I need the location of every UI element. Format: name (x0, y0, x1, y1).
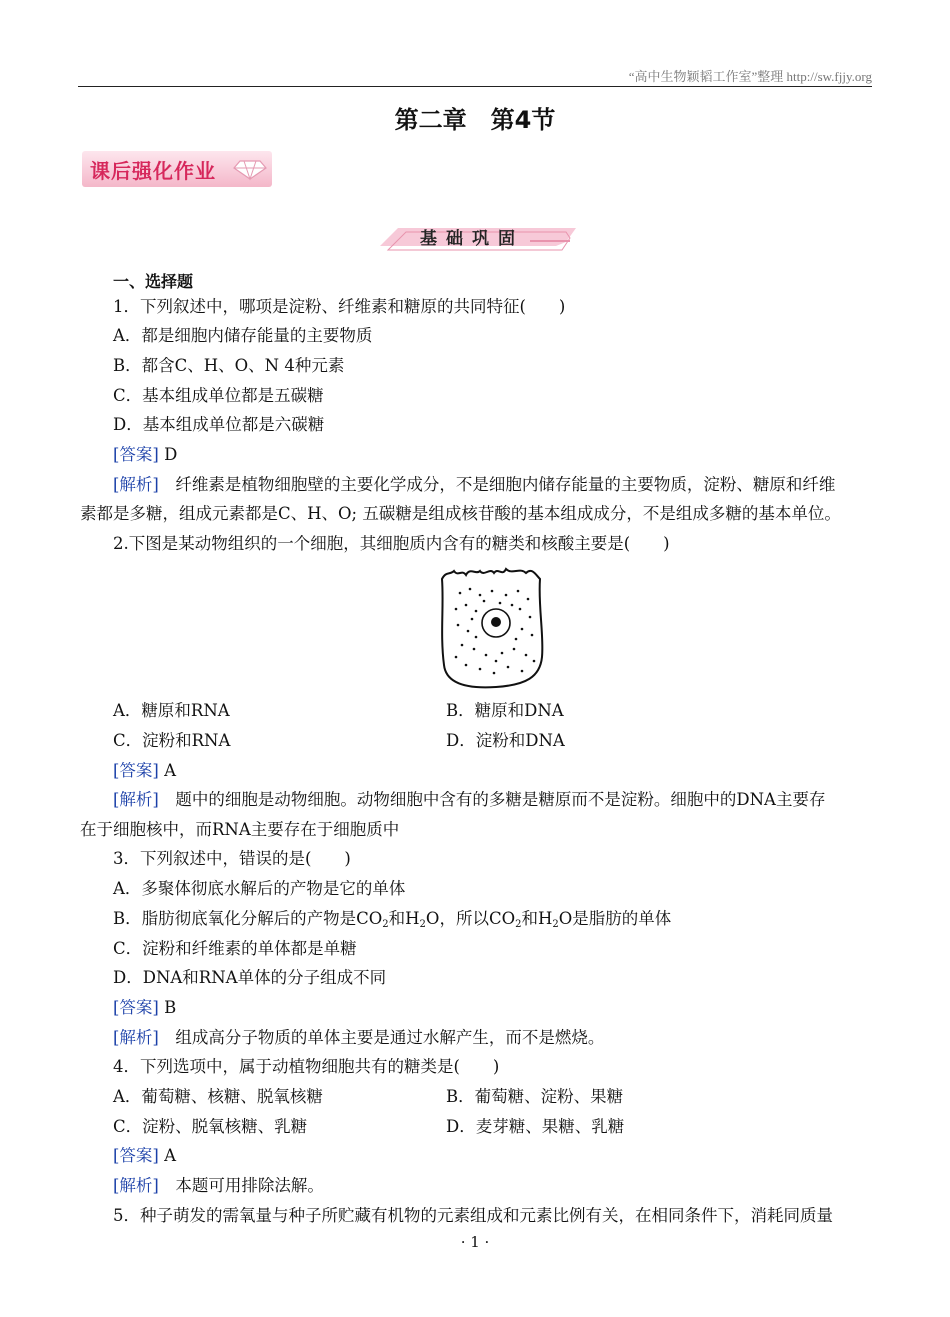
q2-stem: 2.下图是某动物组织的一个细胞，其细胞质内含有的糖类和核酸主要是( ) (113, 534, 670, 553)
q1-analysis-line1 (113, 474, 835, 496)
q1-answer (113, 444, 177, 466)
q2-option-c: C．淀粉和RNA (113, 731, 231, 750)
q1-stem: 1．下列叙述中，哪项是淀粉、纤维素和糖原的共同特征( ) (113, 297, 566, 316)
q3-answer (113, 997, 176, 1019)
q4-answer (113, 1145, 176, 1167)
section-banner (380, 220, 576, 254)
q4-option-b: B．葡萄糖、淀粉、果糖 (446, 1087, 624, 1106)
q4-option-d: D．麦芽糖、果糖、乳糖 (446, 1117, 625, 1136)
gem-icon (232, 157, 268, 181)
section-title: 基础巩固 (420, 229, 524, 249)
q4-analysis (113, 1175, 324, 1197)
analysis-text: 本题可用排除法解。 (158, 1176, 324, 1195)
q5-stem: 5．种子萌发的需氧量与种子所贮藏有机物的元素组成和元素比例有关，在相同条件下，消耗同质量 (113, 1206, 833, 1225)
q1-analysis-line2: 素都是多糖，组成元素都是C、H、O; 五碳糖是组成核苷酸的基本组成成分，不是组成多糖的基本单位。 (80, 504, 841, 523)
analysis-tag: [解析] (113, 1028, 159, 1047)
answer-value: D (164, 445, 178, 464)
q2-analysis-line2: 在于细胞核中，而RNA主要存在于细胞质中 (80, 820, 400, 839)
q1-option-a: A．都是细胞内储存能量的主要物质 (113, 326, 373, 345)
header-rule (78, 86, 872, 87)
answer-tag: [答案] (113, 445, 159, 464)
q3-option-a: A．多聚体彻底水解后的产物是它的单体 (113, 879, 406, 898)
subscript: 2 (552, 919, 559, 930)
analysis-tag: [解析] (113, 475, 159, 494)
q3-b-text: O，所以CO (425, 909, 516, 928)
answer-value: A (164, 761, 177, 780)
header-source: “高中生物颖韬工作室”整理 http://sw.fjjy.org (628, 69, 872, 84)
subscript: 2 (515, 919, 522, 930)
analysis-tag: [解析] (113, 1176, 159, 1195)
q4-option-c: C．淀粉、脱氧核糖、乳糖 (113, 1117, 308, 1136)
q3-b-text: 和H (521, 909, 553, 928)
analysis-text: 纤维素是植物细胞壁的主要化学成分，不是细胞内储存能量的主要物质，淀粉、糖原和纤维 (158, 475, 836, 494)
q2-answer (113, 760, 176, 782)
answer-value: A (164, 1146, 177, 1165)
analysis-text: 题中的细胞是动物细胞。动物细胞中含有的多糖是糖原而不是淀粉。细胞中的DNA主要存 (158, 790, 826, 809)
q3-option-d: D．DNA和RNA单体的分子组成不同 (113, 968, 387, 987)
cell-figure (436, 565, 548, 690)
q4-stem: 4．下列选项中，属于动植物细胞共有的糖类是( ) (113, 1057, 500, 1076)
homework-badge (82, 151, 272, 187)
analysis-tag: [解析] (113, 790, 159, 809)
answer-tag: [答案] (113, 998, 159, 1017)
page-title: 第二章 第4节 (394, 106, 556, 134)
q2-analysis-line1 (113, 789, 825, 811)
section-label: 一、选择题 (113, 272, 194, 291)
q1-option-b: B．都含C、H、O、N 4种元素 (113, 356, 345, 375)
answer-tag: [答案] (113, 1146, 159, 1165)
answer-value: B (164, 998, 177, 1017)
q3-analysis (113, 1027, 604, 1049)
q1-option-c: C．基本组成单位都是五碳糖 (113, 386, 324, 405)
answer-tag: [答案] (113, 761, 159, 780)
q3-b-text: B．脂肪彻底氧化分解后的产物是CO (113, 909, 383, 928)
q3-b-text: O是脂肪的单体 (558, 909, 672, 928)
q2-option-a: A．糖原和RNA (113, 701, 230, 720)
q2-option-b: B．糖原和DNA (446, 701, 564, 720)
subscript: 2 (382, 919, 389, 930)
analysis-text: 组成高分子物质的单体主要是通过水解产生，而不是燃烧。 (158, 1028, 605, 1047)
q4-option-a: A．葡萄糖、核糖、脱氧核糖 (113, 1087, 323, 1106)
page-number: · 1 · (460, 1233, 490, 1251)
q3-stem: 3．下列叙述中，错误的是( ) (113, 849, 351, 868)
q1-option-d: D．基本组成单位都是六碳糖 (113, 415, 325, 434)
q3-option-b (113, 908, 671, 930)
q3-b-text: 和H (388, 909, 420, 928)
badge-label: 课后强化作业 (90, 159, 216, 183)
q3-option-c: C．淀粉和纤维素的单体都是单糖 (113, 939, 357, 958)
q2-option-d: D．淀粉和DNA (446, 731, 565, 750)
subscript: 2 (419, 919, 426, 930)
